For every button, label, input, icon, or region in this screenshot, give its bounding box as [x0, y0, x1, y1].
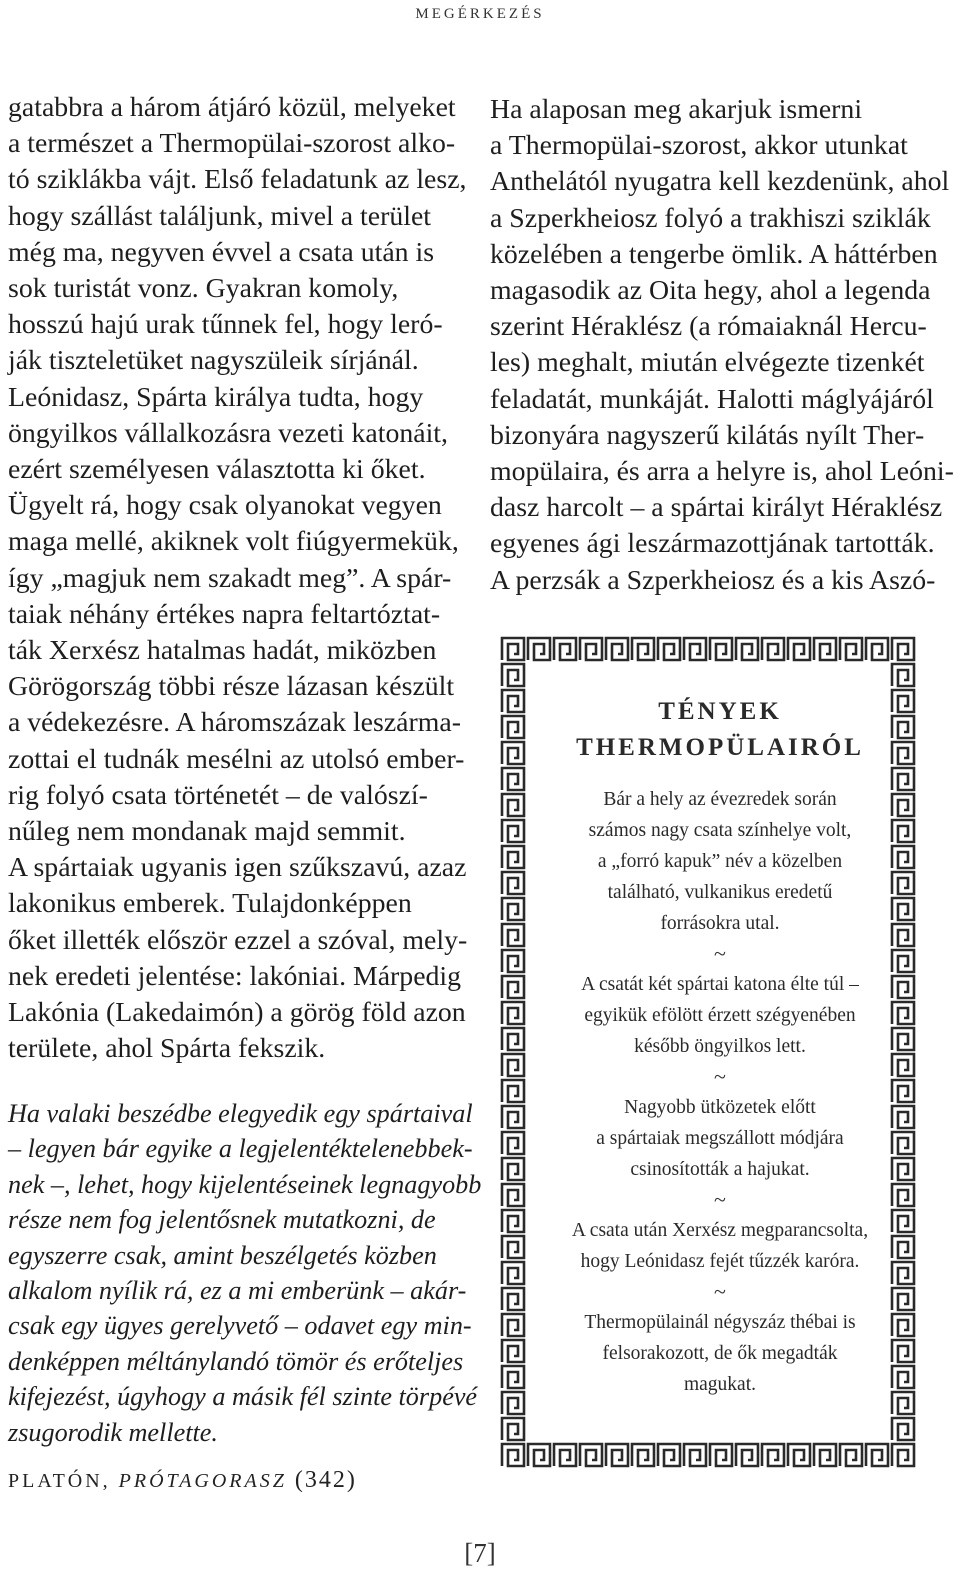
body-text-line: még ma, negyven évvel a csata után is: [8, 236, 435, 268]
body-text-line: mopülaira, és arra a helyre is, ahol Leóni-: [490, 456, 954, 488]
body-text-line: maga mellé, akiknek volt fiúgyermekük,: [8, 526, 459, 558]
body-text-line: Ügyelt rá, hogy csak olyanokat vegyen: [8, 490, 442, 522]
fact-item: [540, 969, 900, 1062]
body-text-line: hogy szállást találjunk, mivel a terület: [8, 200, 432, 232]
body-text-line: őket illették először ezzel a szóval, mely-: [8, 924, 468, 956]
fact-line: forrásokra utal.: [660, 913, 780, 934]
body-text-line: közelében a tengerbe ömlik. A háttérben: [490, 238, 938, 270]
left-text-column: [8, 90, 468, 1067]
fact-line: a spártaiak megszállott módjára: [596, 1128, 844, 1149]
body-text-line: területe, ahol Spárta fekszik.: [8, 1033, 326, 1065]
body-text-line: tó sziklákba vájt. Első feladatunk az lesz,: [8, 164, 467, 196]
body-text-line: feladatát, munkáját. Halotti máglyájáról: [490, 383, 934, 415]
body-text-line: a Thermopülai-szorost, akkor utunkat: [490, 130, 908, 162]
quote-line: része nem fog jelentősnek mutatkozni, de: [8, 1205, 436, 1235]
fact-line: hogy Leónidasz fejét tűzzék karóra.: [580, 1251, 860, 1272]
body-text-line: a Szperkheiosz folyó a trakhiszi sziklák: [490, 202, 931, 234]
body-text-line: ják tiszteletüket nagyszüleik sírjánál.: [8, 345, 419, 377]
body-text-line: sok turistát vonz. Gyakran komoly,: [8, 273, 399, 305]
body-text-line: Leónidasz, Spárta királya tudta, hogy: [8, 381, 424, 413]
quote-author: PLATÓN,: [8, 1470, 111, 1492]
fact-line: csinosították a hajukat.: [630, 1159, 810, 1180]
quote-line: kifejezést, úgyhogy a másik fél szinte törpévé: [8, 1382, 478, 1412]
quote-reference: (342): [294, 1467, 357, 1493]
quote-line: – legyen bár egyike a legjelentéktelenebbek-: [8, 1134, 473, 1164]
facts-box: [496, 632, 944, 1486]
facts-box-title: [540, 694, 900, 766]
fact-line: felsorakozott, de ők megadták: [602, 1343, 838, 1364]
quote-attribution: [8, 1467, 357, 1494]
body-text-line: hosszú hajú urak tűnnek fel, hogy leró-: [8, 309, 443, 341]
body-text-line: Anthelától nyugatra kell kezdenünk, ahol: [490, 166, 950, 198]
tilde-separator-icon: ~: [714, 1187, 726, 1212]
fact-line: A csatát két spártai katona élte túl –: [581, 974, 859, 995]
fact-line: A csata után Xerxész megparancsolta,: [571, 1220, 869, 1241]
body-text-line: Görögország többi része lázasan készült: [8, 671, 455, 703]
body-text-line: a természet a Thermopülai-szorost alko-: [8, 128, 456, 160]
quote-work: PRÓTAGORASZ: [118, 1470, 287, 1492]
body-text-line: zottai el tudnák mesélni az utolsó ember-: [8, 743, 465, 775]
tilde-separator-icon: ~: [714, 941, 726, 966]
body-text-line: Ha alaposan meg akarjuk ismerni: [490, 94, 863, 125]
body-text-line: öngyilkos vállalkozásra vezeti katonáit,: [8, 417, 448, 449]
body-text-line: egyenes ági leszármazottjának tartották.: [490, 528, 935, 560]
tilde-separator-icon: ~: [714, 1279, 726, 1304]
body-text-line: A spártaiak ugyanis igen szűkszavú, azaz: [8, 852, 467, 884]
body-text-line: szerint Héraklész (a rómaiaknál Hercu-: [490, 311, 927, 343]
fact-item: [540, 1307, 900, 1400]
facts-box-title-line2: THERMOPÜLAIRÓL: [576, 734, 864, 761]
body-text-line: ták Xerxész hatalmas hadát, miközben: [8, 635, 437, 667]
right-text-column: [490, 92, 954, 599]
fact-item: [540, 1215, 900, 1277]
fact-line: található, vulkanikus eredetű: [607, 882, 833, 903]
body-text-line: nűleg nem mondanak majd semmit.: [8, 816, 406, 848]
body-text-line: nek eredeti jelentése: lakóniai. Márpedig: [8, 960, 462, 992]
body-text-line: lakonikus emberek. Tulajdonképpen: [8, 888, 412, 920]
facts-box-title-line1: TÉNYEK: [658, 698, 782, 725]
body-text-line: gatabbra a három átjáró közül, melyeket: [8, 92, 456, 123]
plato-quote: [8, 1096, 482, 1450]
body-text-line: taiak néhány értékes napra feltartóztat-: [8, 598, 441, 630]
page-number: [7]: [464, 1538, 496, 1568]
body-text-line: rig folyó csata történetét – de valószí-: [8, 779, 428, 811]
quote-line: zsugorodik mellette.: [8, 1417, 218, 1447]
body-text-line: les) meghalt, miután elvégezte tizenkét: [490, 347, 925, 379]
quote-line: csak egy ügyes gerelyvető – odavet egy min-: [8, 1311, 472, 1341]
body-text-line: Lakónia (Lakedaimón) a görög föld azon: [8, 997, 466, 1029]
body-text-line: bizonyára nagyszerű kilátás nyílt Ther-: [490, 419, 925, 451]
fact-line: a „forró kapuk” név a közelben: [597, 851, 843, 872]
facts-list: [540, 784, 900, 1400]
fact-line: számos nagy csata színhelye volt,: [588, 820, 852, 841]
fact-line: Nagyobb ütközetek előtt: [624, 1097, 816, 1118]
body-text-line: A perzsák a Szperkheiosz és a kis Aszó-: [490, 564, 936, 596]
quote-line: Ha valaki beszédbe elegyedik egy spártaival: [8, 1099, 473, 1128]
fact-line: magukat.: [683, 1374, 757, 1395]
fact-line: Thermopülainál négyszáz thébai is: [584, 1312, 856, 1333]
body-text-line: a védekezésre. A háromszázak leszárma-: [8, 707, 461, 739]
fact-item: [540, 1092, 900, 1185]
tilde-separator-icon: ~: [714, 1064, 726, 1089]
body-text-line: így „magjuk nem szakadt meg”. A spár-: [8, 562, 452, 594]
body-text-line: dasz harcolt – a spártai királyt Héraklész: [490, 492, 943, 524]
body-text-line: magasodik az Oita hegy, ahol a legenda: [490, 275, 931, 307]
quote-line: nek –, lehet, hogy kijelentéseinek legnagyobb: [8, 1169, 482, 1199]
facts-box-content: [540, 694, 900, 1400]
quote-line: denképpen méltánylandó tömör és erőteljes: [8, 1346, 464, 1376]
quote-line: alkalom nyílik rá, ez a mi emberünk – akár-: [8, 1276, 467, 1306]
fact-line: Bár a hely az évezredek során: [603, 789, 837, 810]
fact-line: egyikük efölött érzett szégyenében: [584, 1005, 856, 1026]
fact-line: később öngyilkos lett.: [634, 1036, 806, 1057]
body-text-line: ezért személyesen választotta ki őket.: [8, 454, 426, 486]
running-head: MEGÉRKEZÉS: [415, 6, 545, 22]
quote-line: egyszerre csak, amint beszélgetés közben: [8, 1240, 437, 1270]
fact-item: [540, 784, 900, 939]
